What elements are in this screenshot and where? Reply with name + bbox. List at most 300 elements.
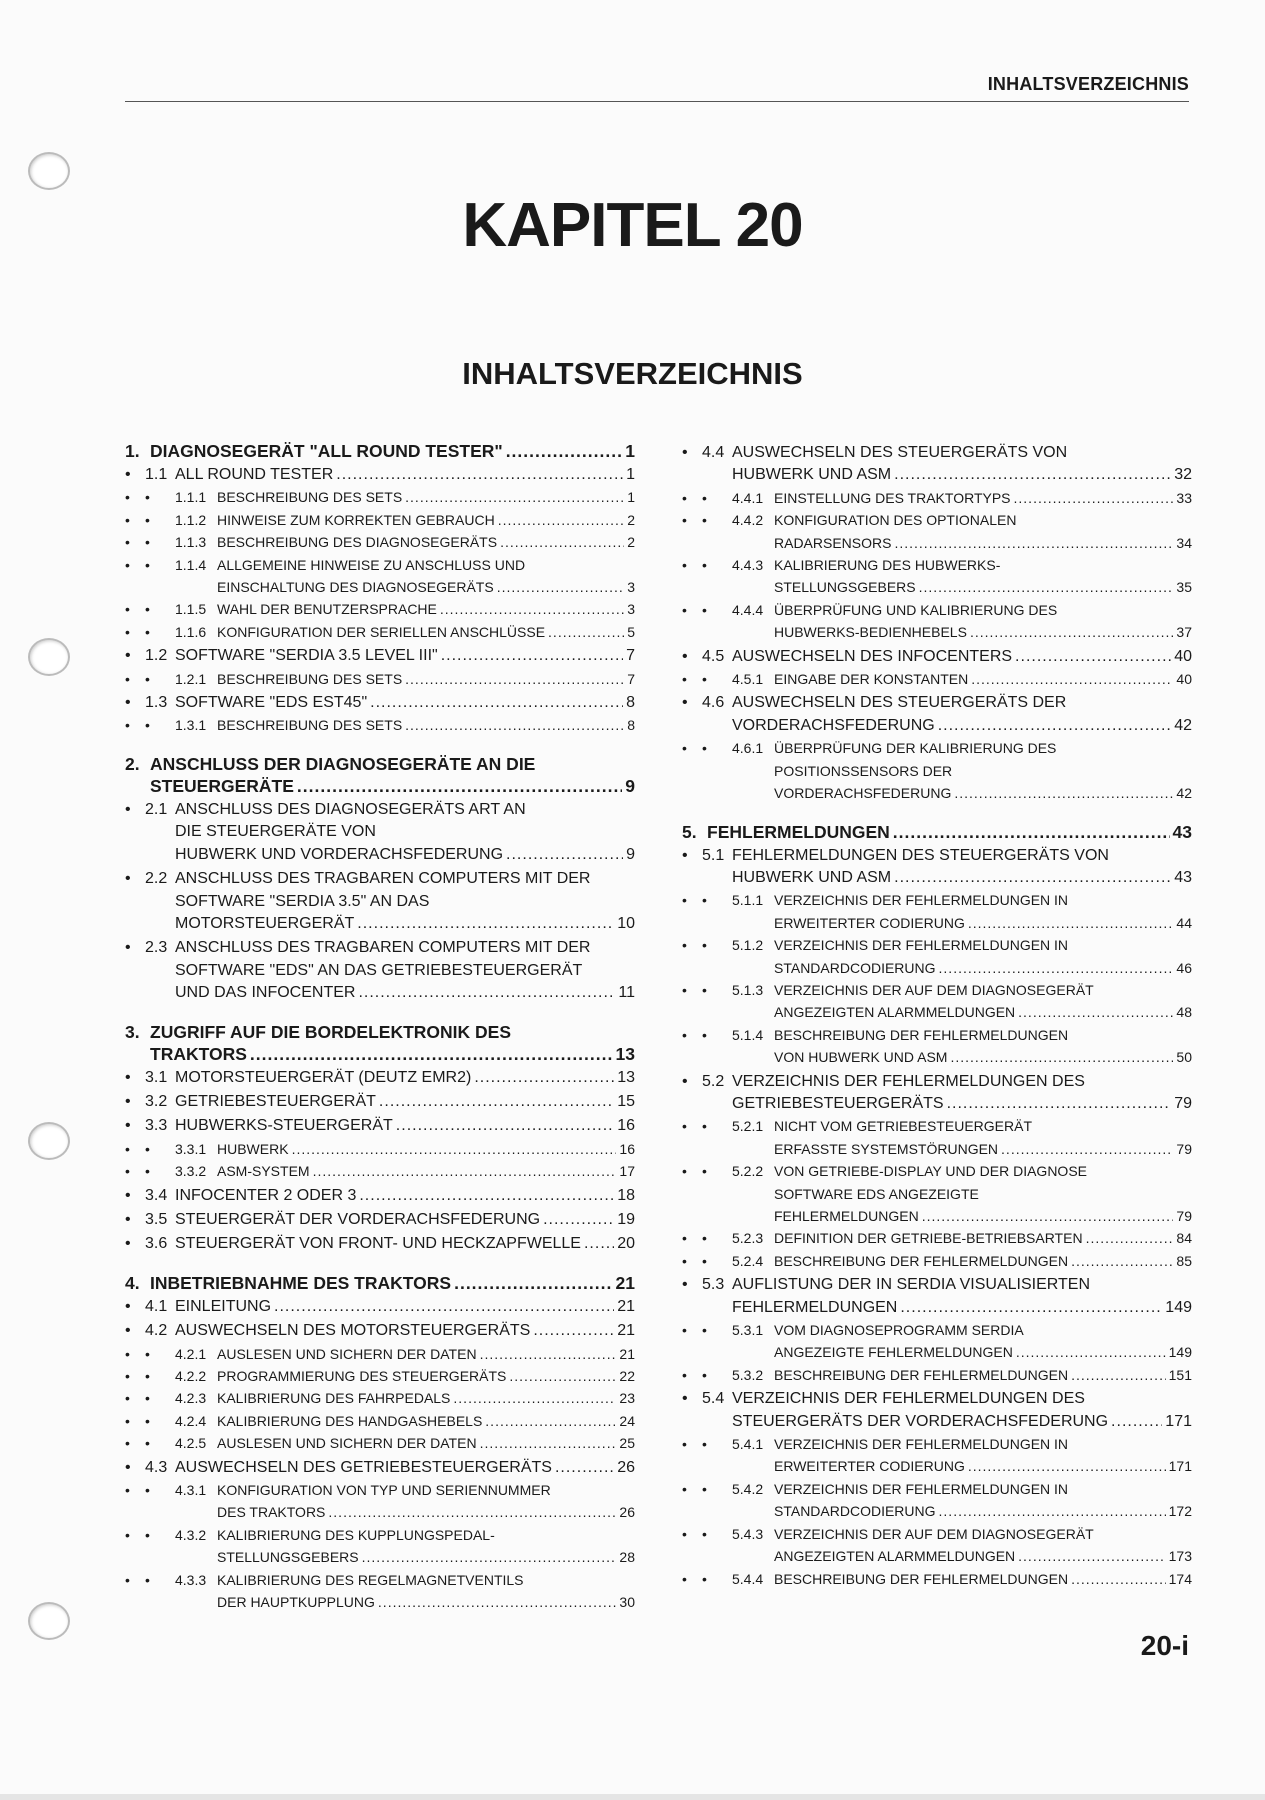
entry-title <box>150 440 635 462</box>
dot-leader <box>938 715 1172 737</box>
toc-entry[interactable] <box>125 1091 635 1113</box>
dot-leader <box>1111 1411 1162 1433</box>
toc-entry[interactable] <box>125 937 635 1004</box>
entry-title-text: BESCHREIBUNG DER FEHLERMELDUNGEN <box>774 1252 1069 1269</box>
entry-number: 4.2.5 <box>175 1435 207 1452</box>
entry-title-line <box>774 576 1192 598</box>
entry-title <box>217 554 635 599</box>
toc-entry[interactable] <box>682 979 1192 1024</box>
toc-entry[interactable] <box>682 1115 1192 1160</box>
entry-prefix <box>682 442 732 487</box>
toc-entry[interactable] <box>125 1115 635 1137</box>
toc-entry[interactable] <box>125 440 635 462</box>
entry-page-number: 33 <box>1176 489 1192 506</box>
entry-title-text: STEUERGERÄTE <box>150 775 294 796</box>
bullet-icon <box>145 1569 175 1614</box>
entry-title-line <box>774 1138 1192 1160</box>
toc-entry[interactable] <box>125 1233 635 1255</box>
punch-hole <box>28 1602 70 1640</box>
entry-number: 1.3 <box>145 694 168 712</box>
entry-number: 3.4 <box>145 1186 168 1204</box>
entry-title-line <box>175 692 635 714</box>
entry-title <box>774 509 1192 554</box>
bullet-icon <box>702 1523 732 1568</box>
dot-leader <box>480 1343 617 1365</box>
entry-title-line: VERZEICHNIS DER AUF DEM DIAGNOSEGERÄT <box>774 981 1094 998</box>
entry-title-line <box>732 715 1192 737</box>
bullet-icon <box>125 531 145 553</box>
entry-title <box>217 1410 635 1432</box>
toc-entry[interactable] <box>125 1021 635 1065</box>
entry-number: 2.3 <box>145 939 168 957</box>
entry-title-text: AUSWECHSELN DES GETRIEBESTEUERGERÄTS <box>175 1458 552 1476</box>
entry-number: 4.6 <box>702 694 725 712</box>
entry-title-line <box>774 1545 1192 1567</box>
toc-entry[interactable] <box>125 1569 635 1614</box>
entry-title-text: BESCHREIBUNG DER FEHLERMELDUNGEN <box>774 1570 1069 1587</box>
entry-title-text: INFOCENTER 2 ODER 3 <box>175 1186 357 1204</box>
entry-title-line: VERZEICHNIS DER FEHLERMELDUNGEN IN <box>774 937 1069 954</box>
entry-title-text: AUSWECHSELN DES MOTORSTEUERGERÄTS <box>175 1322 531 1340</box>
entry-title-text: ASM-SYSTEM <box>217 1163 310 1180</box>
entry-title-text: HUBWERKS-STEUERGERÄT <box>175 1117 393 1135</box>
entry-page-number: 26 <box>619 1504 635 1521</box>
entry-page-number: 50 <box>1176 1049 1192 1066</box>
dot-leader <box>359 1185 614 1207</box>
entry-title-text: GETRIEBESTEUERGERÄTS <box>732 1094 944 1112</box>
entry-title <box>774 1115 1192 1160</box>
entry-number: 5.3.2 <box>732 1366 764 1383</box>
toc-entry[interactable] <box>682 692 1192 737</box>
bullet-icon <box>702 1568 732 1590</box>
entry-page-number: 9 <box>626 845 635 863</box>
entry-title-line: SOFTWARE "SERDIA 3.5" AN DAS <box>175 892 430 910</box>
entry-page-number: 8 <box>626 694 635 712</box>
dot-leader <box>894 464 1171 486</box>
toc-entry[interactable] <box>125 486 635 508</box>
bullet-icon <box>145 531 175 553</box>
entry-page-number: 23 <box>619 1390 635 1407</box>
dot-leader <box>379 1091 614 1113</box>
toc-entry[interactable] <box>125 714 635 736</box>
entry-number: 5. <box>682 821 697 842</box>
entry-title-line <box>217 621 635 643</box>
toc-entry[interactable] <box>125 1457 635 1479</box>
dot-leader <box>440 598 624 620</box>
entry-title <box>732 845 1192 890</box>
toc-entry[interactable] <box>682 1227 1192 1249</box>
entry-page-number: 43 <box>1174 868 1192 886</box>
entry-title <box>175 1067 635 1089</box>
entry-title-line <box>217 1138 635 1160</box>
bullet-icon <box>125 1160 145 1182</box>
entry-title <box>774 1319 1192 1364</box>
entry-page-number: 16 <box>617 1117 635 1135</box>
bullet-icon <box>145 554 175 599</box>
entry-title-line: VERZEICHNIS DER FEHLERMELDUNGEN IN <box>774 892 1069 909</box>
entry-number: 1.1 <box>145 466 168 483</box>
toc-entry[interactable] <box>125 598 635 620</box>
toc-entry[interactable] <box>682 1071 1192 1116</box>
bullet-icon <box>145 714 175 736</box>
dot-leader <box>1071 1250 1173 1272</box>
bullet-icon <box>125 1569 145 1614</box>
entry-title-text: SOFTWARE "SERDIA 3.5 LEVEL III" <box>175 647 438 665</box>
dot-leader <box>506 844 623 866</box>
toc-entry[interactable] <box>125 554 635 599</box>
dot-leader <box>313 1160 617 1182</box>
entry-page-number: 26 <box>617 1458 635 1476</box>
toc-entry[interactable] <box>682 1160 1192 1227</box>
bullet-icon <box>682 889 702 934</box>
toc-entry[interactable] <box>125 1185 635 1207</box>
punch-hole <box>28 1122 70 1160</box>
toc-entry[interactable] <box>125 1387 635 1409</box>
entry-title-line: VERZEICHNIS DER AUF DEM DIAGNOSEGERÄT <box>774 1525 1094 1542</box>
entry-title-line: KALIBRIERUNG DES KUPPLUNGSPEDAL- <box>217 1526 495 1543</box>
entry-page-number: 35 <box>1176 579 1192 596</box>
entry-title-text: HUBWERK UND ASM <box>732 868 892 886</box>
bullet-icon <box>125 692 145 714</box>
entry-title <box>774 889 1192 934</box>
entry-number: 1.1.4 <box>175 556 207 573</box>
bullet-icon <box>125 799 145 866</box>
toc-entry[interactable] <box>125 531 635 553</box>
entry-page-number: 84 <box>1176 1230 1192 1247</box>
entry-page-number: 24 <box>619 1412 635 1429</box>
bullet-icon <box>682 487 702 509</box>
entry-number: 3.3.1 <box>175 1140 207 1157</box>
entry-title <box>175 937 635 1004</box>
entry-title <box>217 1387 635 1409</box>
toc-entry[interactable] <box>682 934 1192 979</box>
toc-entry[interactable] <box>682 1364 1192 1386</box>
entry-page-number: 21 <box>617 1322 635 1340</box>
toc-entry[interactable] <box>682 1319 1192 1364</box>
bullet-icon <box>125 1233 145 1255</box>
entry-page-number: 21 <box>615 1272 635 1293</box>
entry-page-number: 44 <box>1176 914 1192 931</box>
entry-prefix <box>125 509 217 531</box>
entry-prefix <box>125 440 150 462</box>
toc-entry[interactable] <box>125 1272 635 1294</box>
entry-number: 4.3.1 <box>175 1482 207 1499</box>
entry-prefix <box>682 1071 732 1116</box>
entry-title-line: ZUGRIFF AUF DIE BORDELEKTRONIK DES <box>150 1021 512 1042</box>
bullet-icon <box>682 979 702 1024</box>
entry-number: 4.5 <box>702 647 725 665</box>
entry-page-number: 19 <box>617 1210 635 1228</box>
bullet-icon <box>125 1457 145 1479</box>
entry-number: 4.6.1 <box>732 740 764 757</box>
toc-entry[interactable] <box>125 1432 635 1454</box>
entry-title-text: FEHLERMELDUNGEN <box>707 821 890 842</box>
toc-entry[interactable] <box>125 668 635 690</box>
entry-page-number: 13 <box>617 1068 635 1086</box>
bullet-icon <box>682 934 702 979</box>
dot-leader <box>950 1046 1173 1068</box>
entry-number: 3.6 <box>145 1235 168 1253</box>
entry-page-number: 42 <box>1174 716 1192 734</box>
punch-hole <box>28 638 70 676</box>
entry-page-number: 8 <box>627 717 635 734</box>
entry-page-number: 40 <box>1174 647 1192 665</box>
entry-title-line <box>217 1160 635 1182</box>
entry-title <box>150 1272 635 1294</box>
toc-entry[interactable] <box>682 1274 1192 1319</box>
entry-prefix <box>682 1024 774 1069</box>
toc-entry[interactable] <box>682 442 1192 487</box>
toc-entry[interactable] <box>682 889 1192 934</box>
entry-page-number: 1 <box>626 466 635 483</box>
bullet-icon <box>702 599 732 644</box>
entry-title <box>732 1274 1192 1319</box>
entry-title-text: BESCHREIBUNG DES DIAGNOSEGERÄTS <box>217 534 498 551</box>
bullet-icon <box>702 554 732 599</box>
toc-entry[interactable] <box>125 1138 635 1160</box>
dot-leader <box>405 486 624 508</box>
entry-title-line: AUFLISTUNG DER IN SERDIA VISUALISIERTEN <box>732 1276 1091 1294</box>
toc-entry[interactable] <box>125 692 635 714</box>
entry-prefix <box>125 1410 217 1432</box>
entry-number: 5.4.4 <box>732 1570 764 1587</box>
toc-entry[interactable] <box>125 1160 635 1182</box>
entry-number: 5.3 <box>702 1276 725 1294</box>
entry-title-line: VOM DIAGNOSEPROGRAMM SERDIA <box>774 1322 1024 1339</box>
toc-entry[interactable] <box>125 1410 635 1432</box>
bullet-icon <box>125 598 145 620</box>
toc-entry[interactable] <box>125 1365 635 1387</box>
entry-number: 5.2.3 <box>732 1230 764 1247</box>
entry-title <box>774 554 1192 599</box>
bullet-icon <box>125 1479 145 1524</box>
toc-entry[interactable] <box>125 645 635 667</box>
toc-entry[interactable] <box>682 509 1192 554</box>
entry-number: 1.3.1 <box>175 717 207 734</box>
toc-entry[interactable] <box>682 1250 1192 1272</box>
entry-title <box>774 1364 1192 1386</box>
entry-number: 4.4.1 <box>732 489 764 506</box>
entry-title-line: KALIBRIERUNG DES REGELMAGNETVENTILS <box>217 1571 524 1588</box>
entry-prefix <box>682 1115 774 1160</box>
entry-title-line <box>175 844 635 866</box>
entry-title-text: EINGABE DER KONSTANTEN <box>774 671 969 688</box>
bullet-icon <box>702 1319 732 1364</box>
toc-entry[interactable] <box>682 1433 1192 1478</box>
entry-page-number: 21 <box>619 1345 635 1362</box>
bullet-icon <box>125 1432 145 1454</box>
bullet-icon <box>125 1524 145 1569</box>
dot-leader <box>970 621 1173 643</box>
entry-title-text: STELLUNGSGEBERS <box>774 579 916 596</box>
entry-title-text: UND DAS INFOCENTER <box>175 984 356 1002</box>
entry-prefix <box>682 509 774 554</box>
entry-title <box>217 1479 635 1524</box>
toc-entry[interactable] <box>682 1024 1192 1069</box>
toc-column-right <box>682 440 1192 1590</box>
dot-leader <box>939 1500 1166 1522</box>
entry-page-number: 149 <box>1168 1344 1192 1361</box>
entry-page-number: 3 <box>627 579 635 596</box>
bullet-icon <box>702 668 732 690</box>
entry-title <box>175 1091 635 1113</box>
entry-title-text: HUBWERK UND ASM <box>732 466 892 484</box>
entry-page-number: 9 <box>625 775 635 796</box>
entry-prefix <box>682 737 774 804</box>
entry-number: 3.1 <box>145 1068 168 1086</box>
entry-title <box>774 487 1192 509</box>
toc-entry[interactable] <box>682 821 1192 843</box>
toc-entry[interactable] <box>125 1524 635 1569</box>
entry-number: 1.2 <box>145 647 168 665</box>
entry-title-line <box>217 1591 635 1613</box>
entry-page-number: 46 <box>1176 959 1192 976</box>
entry-title <box>217 1138 635 1160</box>
dot-leader <box>297 775 622 797</box>
entry-prefix <box>125 1185 175 1207</box>
entry-title <box>175 1320 635 1342</box>
toc-entry[interactable] <box>682 668 1192 690</box>
toc-entry[interactable] <box>125 509 635 531</box>
entry-prefix <box>125 799 175 866</box>
entry-title <box>175 1115 635 1137</box>
entry-title <box>217 1343 635 1365</box>
entry-title-line <box>732 646 1192 668</box>
entry-page-number: 1 <box>625 441 635 461</box>
toc-entry[interactable] <box>125 1067 635 1089</box>
entry-number: 5.1.4 <box>732 1026 764 1043</box>
bullet-icon <box>125 464 145 486</box>
toc-entry[interactable] <box>125 799 635 866</box>
toc-entry[interactable] <box>682 1568 1192 1590</box>
entry-title-text: PROGRAMMIERUNG DES STEUERGERÄTS <box>217 1368 507 1384</box>
entry-page-number: 149 <box>1165 1298 1192 1316</box>
dot-leader <box>1018 1001 1173 1023</box>
toc-entry[interactable] <box>125 1479 635 1524</box>
entry-title-line <box>774 1364 1192 1386</box>
toc-entry[interactable] <box>682 646 1192 668</box>
entry-title-line <box>175 1091 635 1113</box>
entry-prefix <box>682 1388 732 1433</box>
toc-entry[interactable] <box>682 1523 1192 1568</box>
entry-prefix <box>682 821 707 843</box>
entry-number: 4. <box>125 1272 140 1293</box>
bullet-icon <box>125 1115 145 1137</box>
entry-prefix <box>125 1296 175 1318</box>
entry-title-line: SOFTWARE "EDS" AN DAS GETRIEBESTEUERGERÄT <box>175 961 583 979</box>
toc-entry[interactable] <box>125 1343 635 1365</box>
toc-entry[interactable] <box>682 487 1192 509</box>
toc-column-left <box>125 440 635 1613</box>
toc-entry[interactable] <box>125 868 635 935</box>
entry-number: 5.4.2 <box>732 1480 764 1497</box>
entry-number: 5.2.2 <box>732 1163 764 1180</box>
toc-entry[interactable] <box>682 1478 1192 1523</box>
entry-title <box>175 868 635 935</box>
toc-entry[interactable] <box>125 1320 635 1342</box>
entry-title <box>217 714 635 736</box>
entry-title-text: BESCHREIBUNG DER FEHLERMELDUNGEN <box>774 1366 1069 1383</box>
bullet-icon <box>125 1296 145 1318</box>
entry-prefix <box>682 1274 732 1319</box>
toc-entry[interactable] <box>125 1296 635 1318</box>
entry-number: 5.4.3 <box>732 1525 764 1542</box>
toc-entry[interactable] <box>125 1209 635 1231</box>
entry-title-line <box>175 1457 635 1479</box>
bullet-icon <box>682 1071 702 1116</box>
entry-number: 4.2 <box>145 1322 168 1340</box>
entry-title-line <box>707 821 1192 843</box>
entry-title-line <box>774 1227 1192 1249</box>
entry-title <box>175 645 635 667</box>
bullet-icon <box>125 868 145 935</box>
entry-prefix <box>682 599 774 644</box>
toc-entry[interactable] <box>125 753 635 797</box>
toc-entry[interactable] <box>682 599 1192 644</box>
bullet-icon <box>125 1209 145 1231</box>
entry-title-text: ANGEZEIGTEN ALARMMELDUNGEN <box>774 1548 1016 1565</box>
toc-entry[interactable] <box>125 621 635 643</box>
entry-prefix <box>682 1523 774 1568</box>
toc-heading: INHALTSVERZEICHNIS <box>462 356 803 391</box>
toc-entry[interactable] <box>682 845 1192 890</box>
entry-number: 5.2.4 <box>732 1252 764 1269</box>
bullet-icon <box>125 1185 145 1207</box>
bullet-icon <box>125 1365 145 1387</box>
entry-title-line <box>150 1043 635 1065</box>
entry-title-line <box>732 464 1192 486</box>
entry-title-text: BESCHREIBUNG DES SETS <box>217 717 403 734</box>
toc-entry[interactable] <box>682 554 1192 599</box>
entry-title-text: HUBWERK <box>217 1140 289 1157</box>
entry-number: 1.1.5 <box>175 601 207 618</box>
toc-entry[interactable] <box>682 1388 1192 1433</box>
entry-title-line: VERZEICHNIS DER FEHLERMELDUNGEN IN <box>774 1480 1069 1497</box>
entry-title-line <box>774 1046 1192 1068</box>
entry-title <box>732 1071 1192 1116</box>
entry-page-number: 7 <box>627 670 635 687</box>
dot-leader <box>968 912 1174 934</box>
entry-number: 3.3.2 <box>175 1163 207 1180</box>
bullet-icon <box>702 1160 732 1227</box>
bullet-icon <box>682 599 702 644</box>
entry-page-number: 79 <box>1176 1208 1192 1224</box>
bullet-icon <box>682 1160 702 1227</box>
entry-title-line <box>150 775 635 797</box>
bullet-icon <box>702 1024 732 1069</box>
entry-title-line <box>774 1250 1192 1272</box>
entry-title-line <box>175 982 635 1004</box>
toc-entry[interactable] <box>125 464 635 486</box>
entry-title-line <box>732 1093 1192 1115</box>
entry-title-line <box>217 668 635 690</box>
toc-entry[interactable] <box>682 737 1192 804</box>
entry-page-number: 37 <box>1176 624 1192 641</box>
bullet-icon <box>125 645 145 667</box>
entry-number: 4.4.2 <box>732 512 764 529</box>
bullet-icon <box>682 1274 702 1319</box>
entry-title <box>707 821 1192 843</box>
entry-title-line <box>732 1411 1192 1433</box>
dot-leader <box>498 509 625 531</box>
entry-title-line: KONFIGURATION VON TYP UND SERIENNUMMER <box>217 1482 551 1499</box>
bullet-icon <box>125 554 145 599</box>
entry-prefix <box>682 646 732 668</box>
entry-prefix <box>125 1138 217 1160</box>
entry-title <box>774 1024 1192 1069</box>
dot-leader <box>919 576 1174 598</box>
bullet-icon <box>125 486 145 508</box>
